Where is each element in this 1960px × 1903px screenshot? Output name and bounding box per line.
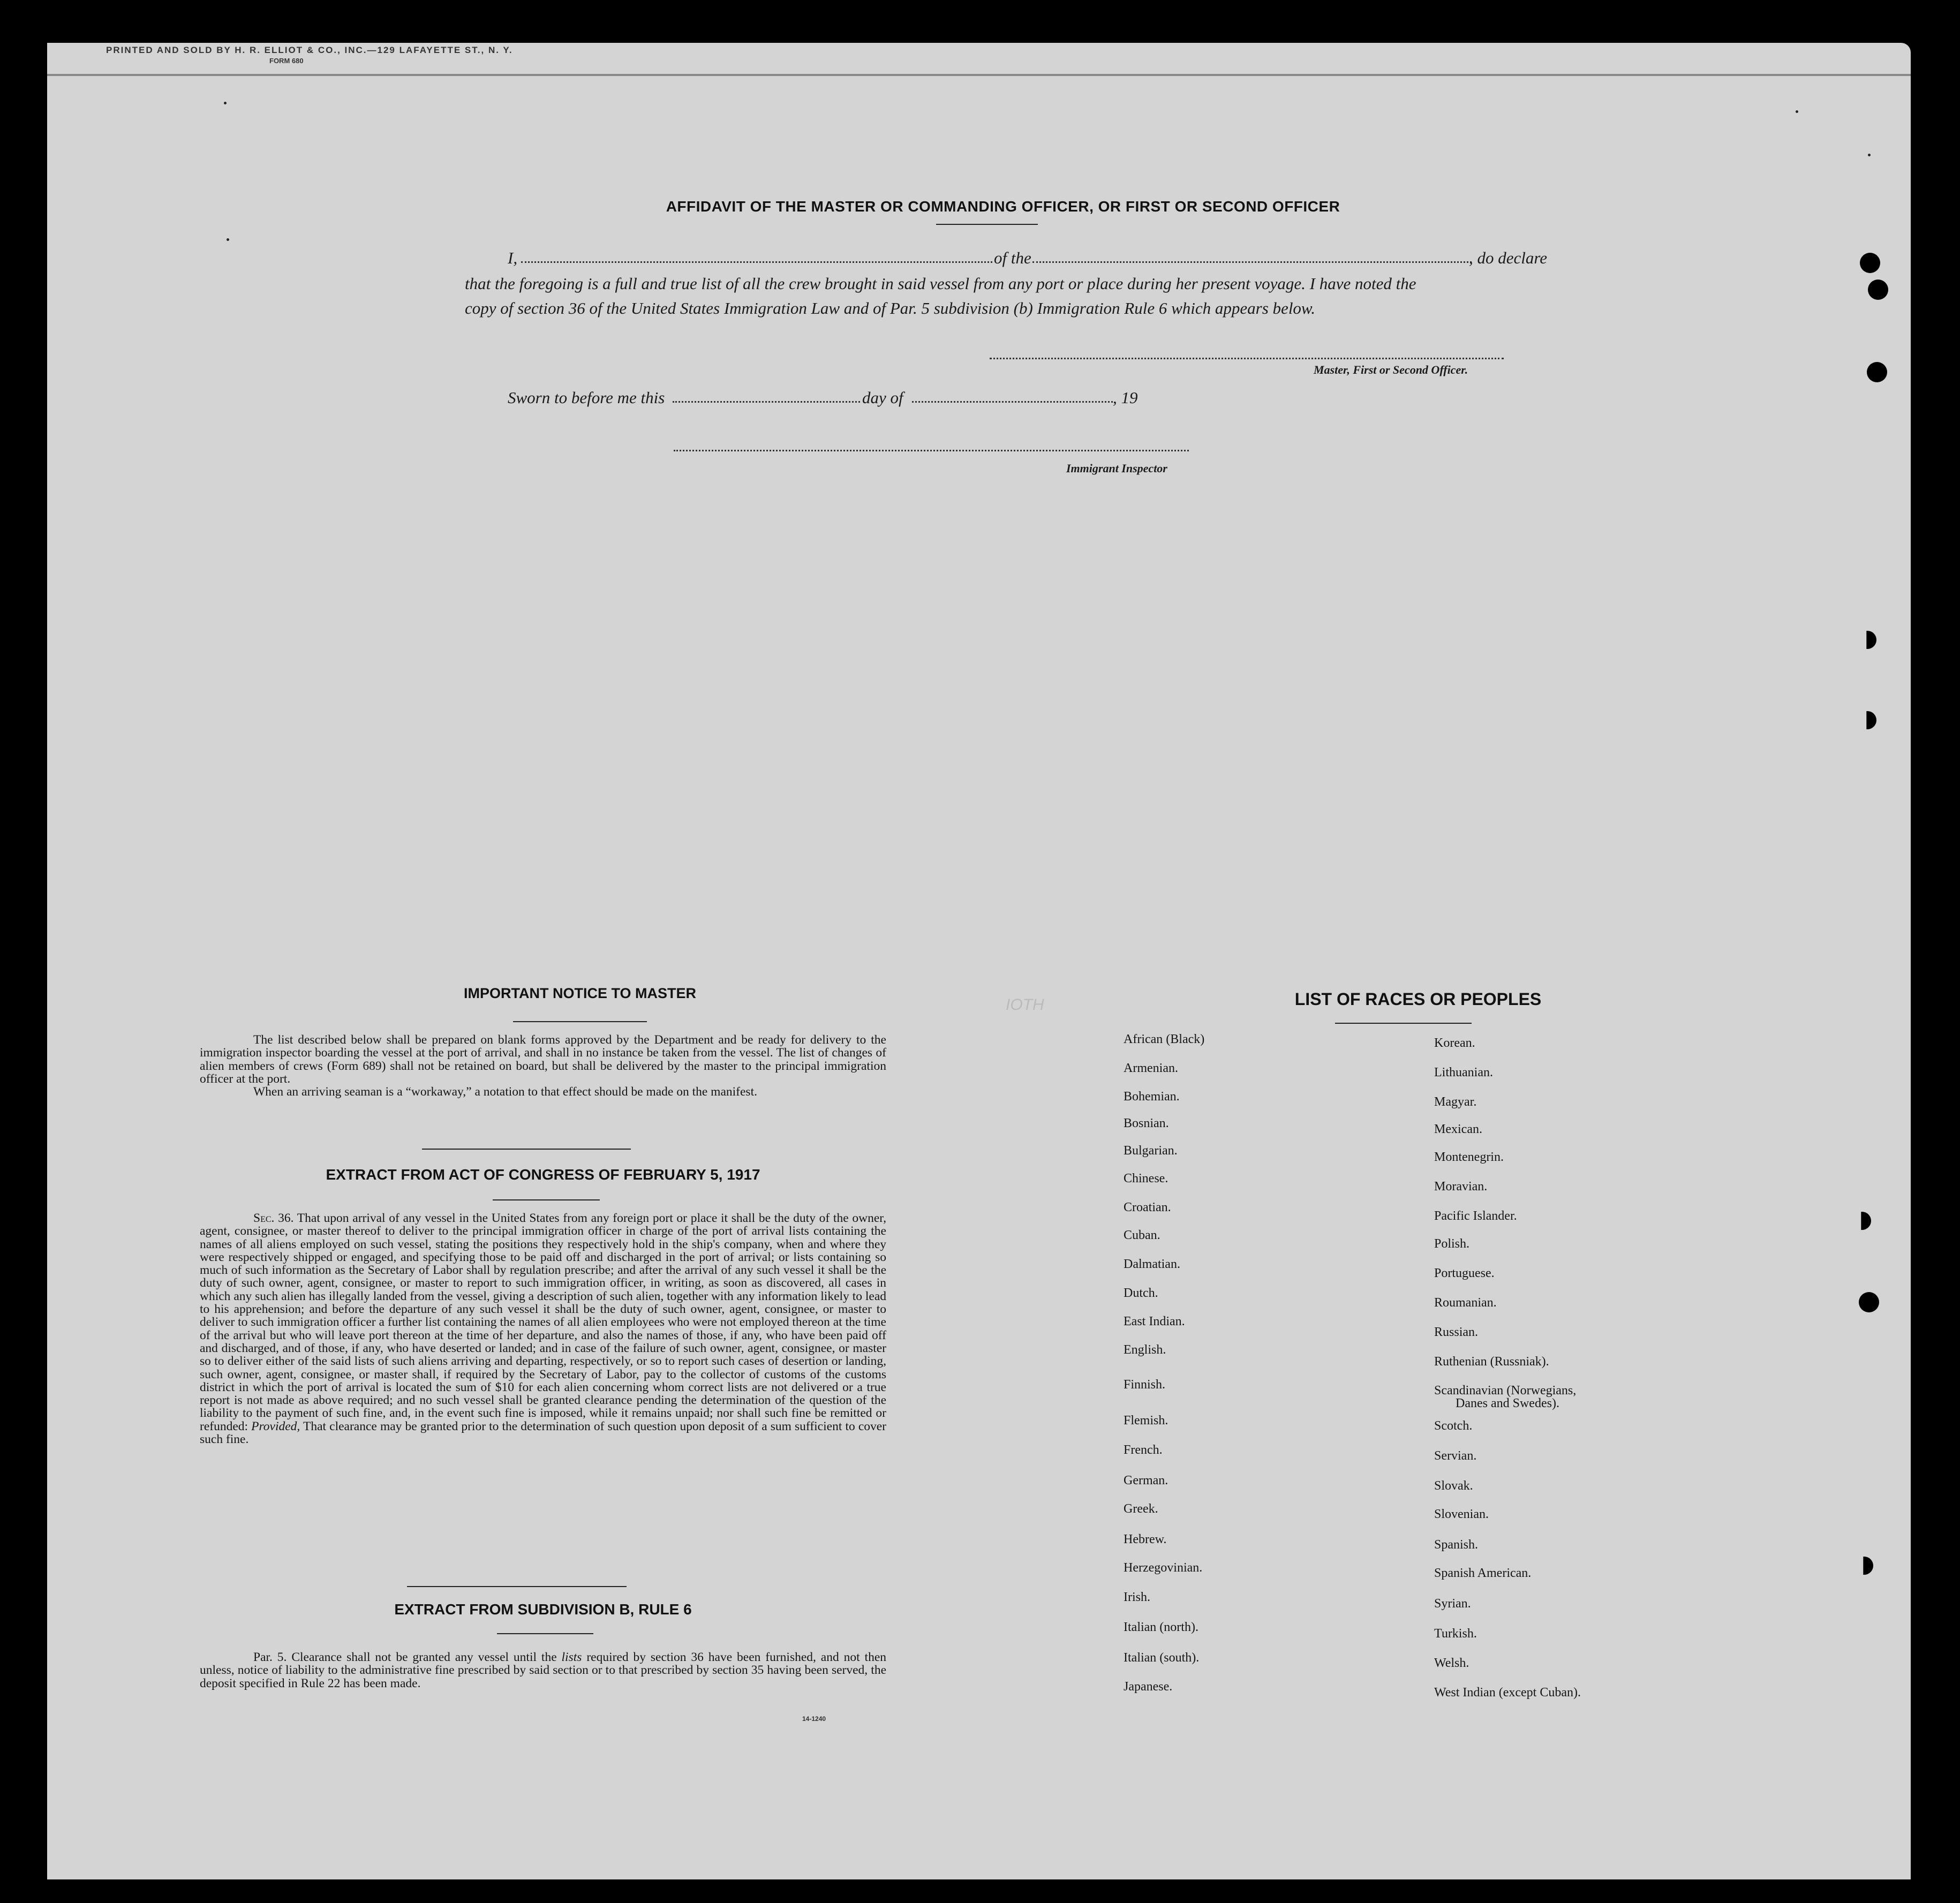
notice-body bbox=[200, 1033, 886, 1098]
binder-hole bbox=[1853, 1212, 1871, 1230]
notice-para-2: When an arriving seaman is a “workaway,” a notation to that effect should be made on the manifest. bbox=[253, 1085, 757, 1099]
race-item: Bohemian. bbox=[1124, 1090, 1180, 1104]
race-item-continuation: Danes and Swedes). bbox=[1456, 1396, 1559, 1410]
vessel-field[interactable] bbox=[1032, 261, 1472, 263]
affidavit-line3: copy of section 36 of the United States Immigration Law and of Par. 5 subdivision (b) Immigration Rule 6 which appears below. bbox=[465, 299, 1316, 318]
race-item: Mexican. bbox=[1434, 1122, 1482, 1136]
inspector-signature-field[interactable] bbox=[674, 450, 1189, 451]
race-item: Ruthenian (Russniak). bbox=[1434, 1355, 1549, 1369]
sec-label: Sec. 36. bbox=[253, 1211, 294, 1225]
printer-line: PRINTED AND SOLD BY H. R. ELLIOT & CO., INC.—129 LAFAYETTE ST., N. Y. bbox=[106, 45, 513, 55]
race-item: Korean. bbox=[1434, 1036, 1475, 1050]
section-divider-2 bbox=[407, 1586, 627, 1587]
speck bbox=[227, 238, 229, 241]
race-item: Magyar. bbox=[1434, 1095, 1477, 1109]
speck bbox=[1868, 154, 1871, 156]
affidavit-line2: that the foregoing is a full and true list of all the crew brought in said vessel from any port or place during her present voyage. I have noted the bbox=[465, 274, 1416, 293]
act-text: That upon arrival of any vessel in the United States from any foreign port or place it shall be the duty of the owner, agent, consignee, or master thereof to deliver to the principal immigration officer in charge of the port of arrival lists containing the names of all aliens employed on such vessel, stating the positions they respectively hold in the ship's company, when and where they were respectively shipped or engaged, and specifying those to be paid off and discharged in the port of arrival; or lists containing so much of such information as the Secretary of Labor shall by regulation prescribe; and after the arrival of any such vessel it shall be the duty of such owner, agent, consignee, or master to report to such immigration officer, in writing, as soon as discovered, all cases in which any such alien has illegally landed from the vessel, giving a description of such alien, together with any information likely to lead to his apprehension; and before the departure of any such vessel it shall be the duty of such owner, agent, consignee, or master to deliver to such immigration officer a further list containing the names of all alien employees who were not employed thereon at the time of the arrival but who will leave port thereon at the time of her departure, and also the names of those, if any, who have been paid off and discharged, and of those, if any, who have deserted or landed; and in case of the failure of such owner, agent, consignee, or master so to deliver either of the said lists of such aliens arriving and departing, respectively, or so to report such cases of desertion or landing, such owner, agent, consignee, or master shall, if required by the Secretary of Labor, pay to the collector of customs of the customs district in which the port of arrival is located the sum of $10 for each alien concerning whom correct lists are not delivered or a true report is not made as above required; and no such vessel shall be granted clearance pending the determination of the question of the liability to the payment of such fine, and, in the event such fine is imposed, while it remains unpaid; nor shall such fine be remitted or refunded: bbox=[200, 1211, 887, 1433]
race-item: Finnish. bbox=[1124, 1378, 1166, 1392]
binder-hole bbox=[1867, 362, 1887, 382]
race-item: Italian (north). bbox=[1124, 1620, 1198, 1634]
act-rule bbox=[493, 1199, 600, 1200]
race-item: Bulgarian. bbox=[1124, 1144, 1178, 1158]
notice-rule bbox=[513, 1021, 647, 1022]
races-title: LIST OF RACES OR PEOPLES bbox=[1294, 990, 1542, 1009]
race-item: Bosnian. bbox=[1124, 1116, 1169, 1130]
race-item: Spanish American. bbox=[1434, 1566, 1532, 1580]
sworn-day-of: day of bbox=[862, 388, 903, 407]
race-item: Syrian. bbox=[1434, 1597, 1471, 1611]
section-divider-1 bbox=[422, 1149, 631, 1150]
race-item: Italian (south). bbox=[1124, 1651, 1200, 1665]
rule-text: Par. 5. Clearance shall not be granted any vessel until the bbox=[253, 1650, 557, 1664]
rule-text-end: required by section 36 have been furnished, and not then unless, notice of liability to the administrative fine prescribed by said section or to that prescribed by section 35 having been served, the deposit specified in Rule 22 has been made. bbox=[200, 1650, 887, 1690]
act-body bbox=[200, 1212, 886, 1446]
race-item: Lithuanian. bbox=[1434, 1066, 1493, 1079]
race-item: Roumanian. bbox=[1434, 1296, 1497, 1310]
affidavit-of-the: of the bbox=[994, 248, 1031, 267]
race-item: Polish. bbox=[1434, 1237, 1470, 1251]
race-item: Chinese. bbox=[1124, 1172, 1169, 1185]
form-number: FORM 680 bbox=[269, 57, 304, 65]
race-item: Slovenian. bbox=[1434, 1507, 1489, 1521]
race-item: African (Black) bbox=[1124, 1032, 1205, 1046]
race-item: Welsh. bbox=[1434, 1656, 1469, 1670]
master-signature-caption: Master, First or Second Officer. bbox=[1314, 363, 1468, 376]
rule-title-rule bbox=[497, 1633, 593, 1634]
act-text-end: That clearance may be granted prior to the determination of such question upon deposit of a sum sufficient to cover such fine. bbox=[200, 1419, 887, 1447]
race-item: Turkish. bbox=[1434, 1627, 1477, 1641]
faint-stamp: IOTH bbox=[1006, 996, 1044, 1014]
race-item: Pacific Islander. bbox=[1434, 1209, 1517, 1223]
notice-para-1: The list described below shall be prepared on blank forms approved by the Department and be ready for delivery to the immigration inspector boarding the vessel at the port of arrival, and shall in no instance be taken from the vessel. The list of changes of alien members of crews (Form 689) shall not be retained on board, but shall be delivered by the master to the principal immigration officer at the port. bbox=[200, 1033, 886, 1086]
sworn-text: Sworn to before me this bbox=[508, 388, 665, 407]
race-item: Greek. bbox=[1124, 1502, 1158, 1516]
race-item: French. bbox=[1124, 1443, 1163, 1457]
affidavit-title-rule bbox=[936, 224, 1038, 225]
race-item: Slovak. bbox=[1434, 1479, 1473, 1493]
print-code: 14-1240 bbox=[802, 1715, 826, 1723]
top-rule bbox=[47, 74, 1911, 76]
race-item: Japanese. bbox=[1124, 1680, 1173, 1694]
race-item: Croatian. bbox=[1124, 1200, 1171, 1214]
race-item: Montenegrin. bbox=[1434, 1150, 1504, 1164]
form-page bbox=[47, 43, 1911, 1879]
sworn-year: , 19 bbox=[1113, 388, 1138, 407]
binder-hole bbox=[1868, 280, 1888, 300]
race-item: Irish. bbox=[1124, 1590, 1150, 1604]
lists-word: lists bbox=[561, 1650, 582, 1664]
sworn-month-field[interactable] bbox=[912, 401, 1113, 403]
race-item: Scotch. bbox=[1434, 1419, 1473, 1433]
act-title: EXTRACT FROM ACT OF CONGRESS OF FEBRUARY 5, 1917 bbox=[326, 1166, 760, 1183]
race-item: Armenian. bbox=[1124, 1061, 1178, 1075]
provided-word: Provided, bbox=[251, 1419, 300, 1433]
race-item: English. bbox=[1124, 1343, 1166, 1357]
rule-body bbox=[200, 1651, 886, 1690]
race-item: Dalmatian. bbox=[1124, 1257, 1180, 1271]
notice-title: IMPORTANT NOTICE TO MASTER bbox=[464, 985, 696, 1001]
race-item: Russian. bbox=[1434, 1325, 1479, 1339]
race-item: Dutch. bbox=[1124, 1286, 1158, 1300]
sworn-day-field[interactable] bbox=[673, 401, 860, 403]
speck bbox=[224, 102, 227, 104]
race-item: Hebrew. bbox=[1124, 1532, 1167, 1546]
affidavit-title: AFFIDAVIT OF THE MASTER OR COMMANDING OFFICER, OR FIRST OR SECOND OFFICER bbox=[666, 198, 1340, 215]
race-item: Cuban. bbox=[1124, 1228, 1160, 1242]
inspector-caption: Immigrant Inspector bbox=[1066, 462, 1167, 475]
binder-hole bbox=[1860, 253, 1880, 273]
binder-hole bbox=[1859, 1292, 1879, 1312]
race-item: Flemish. bbox=[1124, 1414, 1169, 1428]
affidavit-i: I, bbox=[508, 248, 518, 267]
race-item: German. bbox=[1124, 1474, 1169, 1487]
races-rule bbox=[1335, 1023, 1472, 1024]
race-item: Moravian. bbox=[1434, 1180, 1488, 1194]
race-item: Scandinavian (Norwegians, bbox=[1434, 1384, 1577, 1398]
race-item: Herzegovinian. bbox=[1124, 1561, 1203, 1575]
master-signature-field[interactable] bbox=[990, 358, 1504, 359]
binder-hole bbox=[1858, 711, 1876, 729]
affidavit-declare: , do declare bbox=[1469, 248, 1548, 267]
rule-title: EXTRACT FROM SUBDIVISION B, RULE 6 bbox=[394, 1601, 692, 1618]
race-item: Spanish. bbox=[1434, 1538, 1479, 1552]
speck bbox=[1796, 110, 1798, 113]
name-field[interactable] bbox=[521, 261, 992, 263]
race-item: East Indian. bbox=[1124, 1315, 1185, 1328]
race-item: Portuguese. bbox=[1434, 1266, 1495, 1280]
binder-hole bbox=[1855, 1557, 1873, 1575]
binder-hole bbox=[1858, 631, 1876, 649]
race-item: West Indian (except Cuban). bbox=[1434, 1686, 1581, 1700]
race-item: Servian. bbox=[1434, 1449, 1477, 1463]
